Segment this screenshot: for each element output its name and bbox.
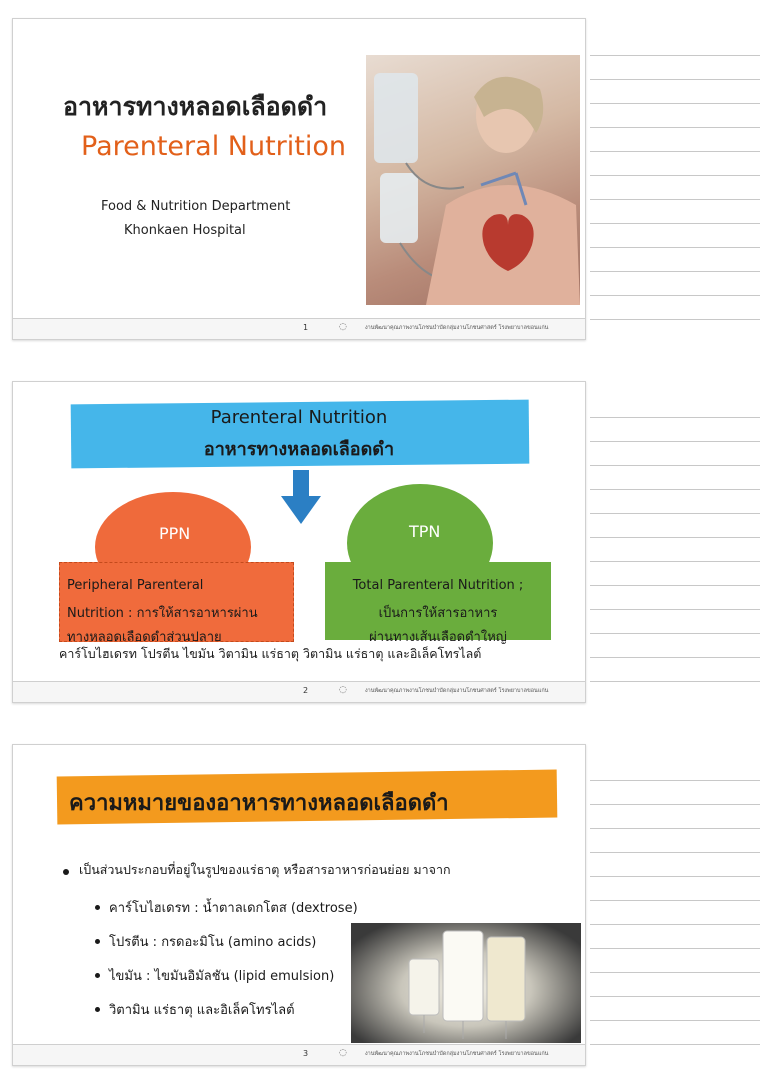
tpn-line: เป็นการให้สารอาหาร: [378, 606, 498, 621]
slide1-title-en: Parenteral Nutrition: [81, 131, 346, 162]
tpn-label: TPN: [409, 522, 441, 541]
ppn-line: Peripheral Parenteral: [67, 578, 204, 593]
bullet-icon: [63, 869, 69, 875]
slide1-hospital: Khonkaen Hospital: [124, 223, 246, 238]
slide-2: [12, 381, 586, 703]
footer-credit: งานพัฒนาคุณภาพงานโภชนบำบัดกลุ่มงานโภชนศาสตร์ โรงพยาบาลขอนแก่น: [365, 325, 549, 331]
sub-bullet: วิตามิน แร่ธาตุ และอิเล็คโทรไลต์: [109, 1003, 295, 1018]
ppn-line: Nutrition : การให้สารอาหารผ่าน: [67, 606, 258, 621]
down-arrow-icon: [281, 470, 321, 526]
hospital-logo-icon: ◌: [339, 1048, 347, 1058]
bullet-icon: [95, 905, 100, 910]
iv-bags-photo: [351, 923, 581, 1043]
slide-3: [12, 744, 586, 1066]
footer-credit: งานพัฒนาคุณภาพงานโภชนบำบัดกลุ่มงานโภชนศาสตร์ โรงพยาบาลขอนแก่น: [365, 688, 549, 694]
bullet-icon: [95, 939, 100, 944]
ppn-line: ทางหลอดเลือดดำส่วนปลาย: [67, 630, 222, 645]
sub-bullet: คาร์โบไฮเดรท : น้ำตาลเดกโตส (dextrose): [109, 901, 358, 916]
nutrient-list: คาร์โบไฮเดรท โปรตีน ไขมัน วิตามิน แร่ธาตุ วิตามิน แร่ธาตุ และอิเล็คโทรไลต์: [59, 646, 482, 661]
slide1-title-th: อาหารทางหลอดเลือดดำ: [63, 92, 328, 121]
sub-bullet: โปรตีน : กรดอะมิโน (amino acids): [109, 935, 317, 950]
main-bullet: เป็นส่วนประกอบที่อยู่ในรูปของแร่ธาตุ หรือสารอาหารก่อนย่อย มาจาก: [79, 862, 451, 877]
slide3-title: ความหมายของอาหารทางหลอดเลือดดำ: [69, 791, 449, 816]
hospital-logo-icon: ◌: [339, 685, 347, 695]
slide-1: [12, 18, 586, 340]
slide1-footer: [13, 318, 585, 339]
slide1-department: Food & Nutrition Department: [101, 199, 291, 214]
tpn-line: Total Parenteral Nutrition ;: [352, 578, 524, 593]
tpn-line: ผ่านทางเส้นเลือดดำใหญ่: [369, 630, 507, 645]
page-number: 1: [303, 323, 309, 332]
bullet-icon: [95, 973, 100, 978]
page-number: 2: [303, 686, 309, 695]
ppn-label: PPN: [159, 524, 191, 543]
banner-title-en: Parenteral Nutrition: [210, 407, 388, 428]
page-number: 3: [303, 1049, 309, 1058]
sub-bullet: ไขมัน : ไขมันอิมัลชัน (lipid emulsion): [109, 969, 335, 984]
hospital-logo-icon: ◌: [339, 322, 347, 332]
slide2-footer: [13, 681, 585, 702]
anatomy-illustration: [366, 55, 580, 305]
bullet-icon: [95, 1007, 100, 1012]
footer-credit: งานพัฒนาคุณภาพงานโภชนบำบัดกลุ่มงานโภชนศาสตร์ โรงพยาบาลขอนแก่น: [365, 1051, 549, 1057]
slide3-footer: [13, 1044, 585, 1065]
banner-title-th: อาหารทางหลอดเลือดดำ: [203, 439, 395, 460]
